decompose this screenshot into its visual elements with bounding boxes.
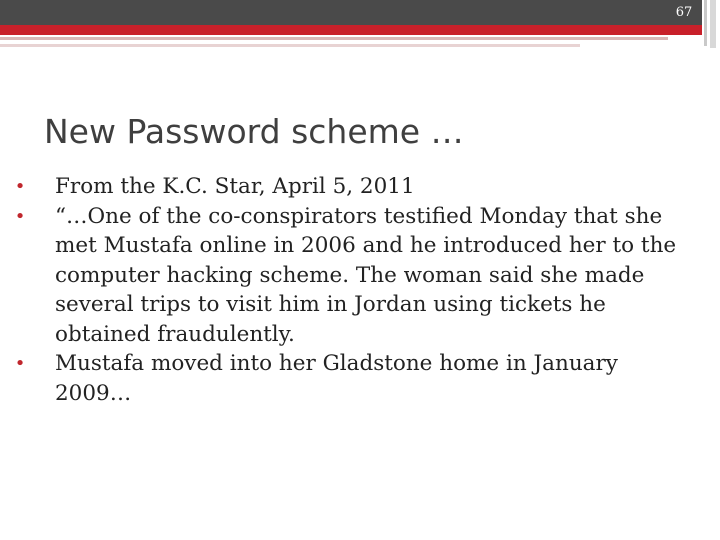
- page-number: 67: [675, 5, 693, 20]
- header-rule: [0, 37, 668, 40]
- header-accent-bar: [0, 25, 702, 35]
- header-bar: [0, 0, 702, 25]
- header-rule-secondary: [0, 44, 580, 47]
- bullet-list: [10, 172, 690, 408]
- bullet-item: [10, 202, 690, 350]
- bullet-marker: •: [14, 353, 26, 374]
- bullet-text: “…One of the co-conspirators testified Monday that she met Mustafa online in 2006 and he introduced her to the computer hacking scheme. The woman said she made several trips to visit him in Jordan using tickets he obtained fraudulently.: [55, 203, 677, 347]
- bullet-text: Mustafa moved into her Gladstone home in January 2009…: [55, 351, 618, 406]
- bullet-text: From the K.C. Star, April 5, 2011: [55, 174, 415, 199]
- bullet-marker: •: [14, 205, 26, 227]
- slide-title: New Password scheme …: [44, 112, 464, 151]
- bullet-marker: •: [14, 176, 26, 197]
- bullet-item: [10, 172, 690, 202]
- header-edge-stripe: [704, 0, 707, 46]
- header-edge-stripe-outer: [710, 0, 716, 48]
- bullet-item: [10, 349, 690, 408]
